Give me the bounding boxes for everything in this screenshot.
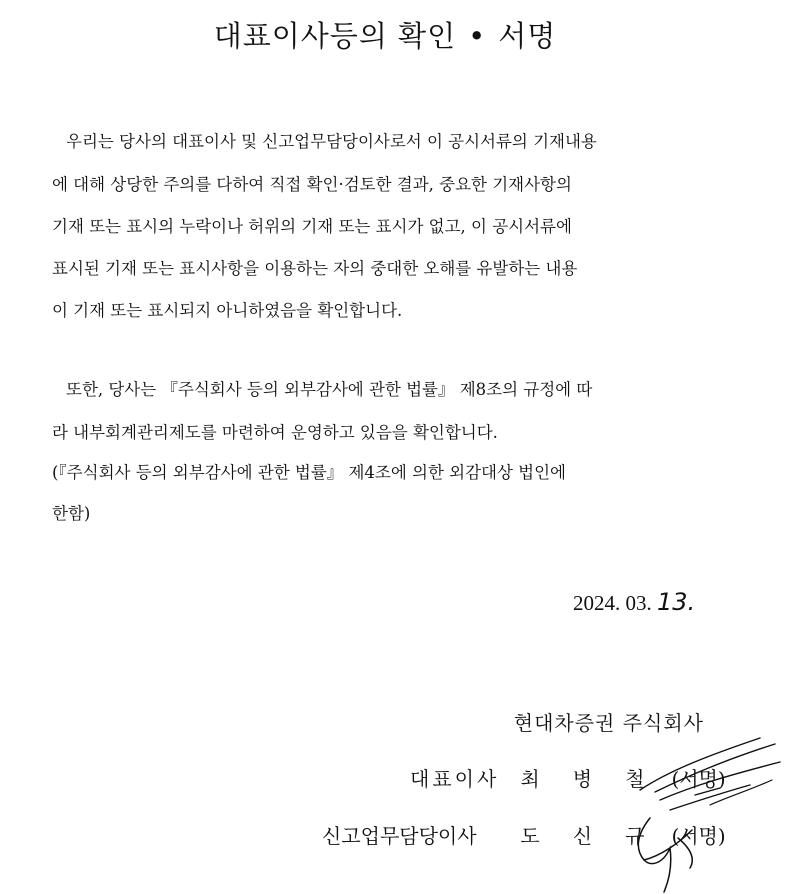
signatory-name-char: 병 bbox=[572, 767, 593, 791]
document-date bbox=[573, 588, 695, 616]
sign-label: (서명) bbox=[671, 824, 726, 848]
paragraph-line: 라 내부회계관리제도를 마련하여 운영하고 있음을 확인합니다. bbox=[52, 423, 498, 442]
paragraph-line: 기재 또는 표시의 누락이나 허위의 기재 또는 표시가 없고, 이 공시서류에 bbox=[52, 217, 572, 236]
paragraph-line: 한함) bbox=[52, 504, 91, 523]
signatory-name-char: 신 bbox=[572, 824, 593, 848]
signatory-name-char: 철 bbox=[625, 767, 645, 791]
signatory-disclosure-officer bbox=[322, 820, 726, 849]
sign-label: (서명) bbox=[671, 767, 726, 791]
signatory-name-char: 최 bbox=[520, 767, 540, 791]
paragraph-line: 또한, 당사는 『주식회사 등의 외부감사에 관한 법률』 제8조의 규정에 따 bbox=[66, 380, 593, 399]
title-text-2: 서명 bbox=[498, 19, 557, 53]
signatory-ceo bbox=[410, 763, 726, 792]
signatory-name-char: 도 bbox=[520, 824, 540, 848]
paragraph-line: 이 기재 또는 표시되지 아니하였음을 확인합니다. bbox=[52, 301, 403, 320]
paragraph-line: 표시된 기재 또는 표시사항을 이용하는 자의 중대한 오해를 유발하는 내용 bbox=[52, 259, 578, 278]
signatory-name-char: 규 bbox=[625, 824, 645, 848]
paragraph-line: 우리는 당사의 대표이사 및 신고업무담당이사로서 이 공시서류의 기재내용 bbox=[66, 132, 597, 151]
paragraph-line: 에 대해 상당한 주의를 다하여 직접 확인·검토한 결과, 중요한 기재사항의 bbox=[52, 175, 572, 194]
date-printed: 2024. 03. bbox=[573, 591, 652, 615]
title-bullet: • bbox=[468, 19, 487, 53]
page-title bbox=[0, 14, 770, 55]
company-name: 현대차증권 주식회사 bbox=[513, 711, 704, 735]
signatory-role: 신고업무담당이사 bbox=[322, 824, 477, 848]
title-text-1: 대표이사등의 확인 bbox=[213, 19, 457, 53]
paragraph-line: (『주식회사 등의 외부감사에 관한 법률』 제4조에 의한 외감대상 법인에 bbox=[52, 463, 566, 482]
date-handwritten-day: 13. bbox=[657, 588, 696, 616]
signatory-role: 대표이사 bbox=[410, 767, 500, 791]
